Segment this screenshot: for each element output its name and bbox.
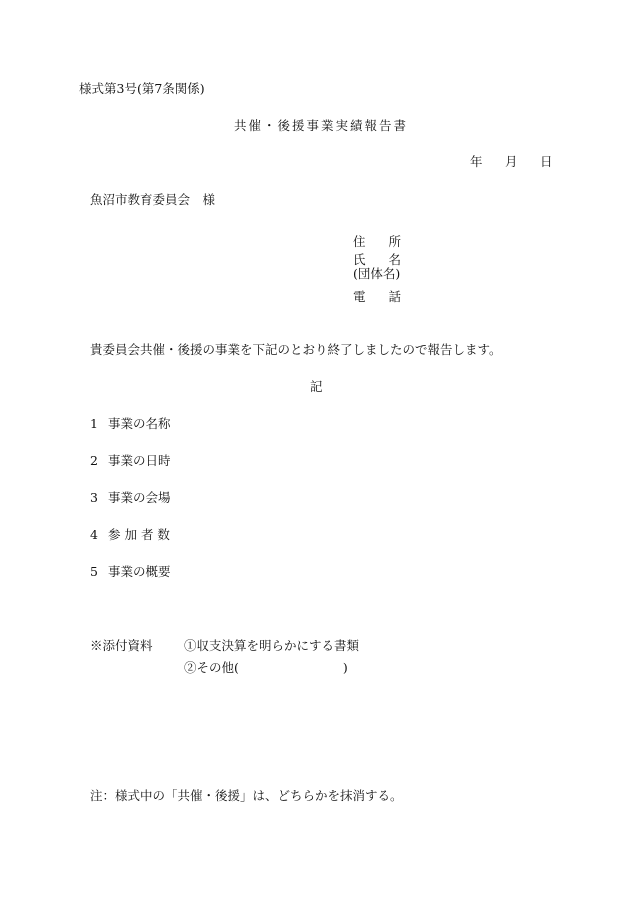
address-label-char2: 所 xyxy=(388,234,401,249)
item-number: 3 xyxy=(90,490,98,505)
phone-label xyxy=(353,287,401,305)
item-number: 5 xyxy=(90,564,98,579)
item-label: 事業の会場 xyxy=(108,490,171,505)
footnote: 注：様式中の「共催・後援」は、どちらかを抹消する。 xyxy=(90,788,403,803)
attachment-item-2 xyxy=(184,658,348,676)
date-day: 日 xyxy=(540,154,553,169)
item-label: 事業の名称 xyxy=(108,416,171,431)
organization-label: (団体名) xyxy=(353,266,401,281)
phone-label-char1: 電 xyxy=(353,289,366,304)
item-label: 事業の日時 xyxy=(108,453,171,468)
attachment-item-1: ①収支決算を明らかにする書類 xyxy=(184,638,360,653)
attachment-item-2-open-paren: ( xyxy=(234,659,239,675)
attachment-item-2-close-paren: ) xyxy=(342,659,348,675)
address-label-char1: 住 xyxy=(353,234,366,249)
list-item xyxy=(90,529,170,542)
item-number: 2 xyxy=(90,453,98,468)
date-month: 月 xyxy=(505,154,518,169)
date-year: 年 xyxy=(470,154,483,169)
name-label-char2: 名 xyxy=(388,252,401,267)
attachment-item-2-label: ②その他 xyxy=(184,660,235,675)
list-item xyxy=(90,492,171,505)
document-title: 共催・後援事業実績報告書 xyxy=(234,118,409,133)
body-text: 貴委員会共催・後援の事業を下記のとおり終了しましたので報告します。 xyxy=(90,342,502,357)
form-number: 様式第3号(第7条関係) xyxy=(79,81,205,96)
addressee: 魚沼市教育委員会 様 xyxy=(90,192,216,207)
item-label: 事業の概要 xyxy=(108,564,171,579)
name-label-char1: 氏 xyxy=(353,252,366,267)
attachments-heading: ※添付資料 xyxy=(90,638,153,653)
list-item xyxy=(90,566,171,579)
phone-label-char2: 話 xyxy=(388,289,401,304)
address-label xyxy=(353,232,401,250)
list-item xyxy=(90,418,171,431)
ki-heading: 記 xyxy=(310,379,323,394)
item-number: 4 xyxy=(90,527,98,542)
item-label: 参 加 者 数 xyxy=(108,527,170,542)
item-number: 1 xyxy=(90,416,98,431)
list-item xyxy=(90,455,171,468)
